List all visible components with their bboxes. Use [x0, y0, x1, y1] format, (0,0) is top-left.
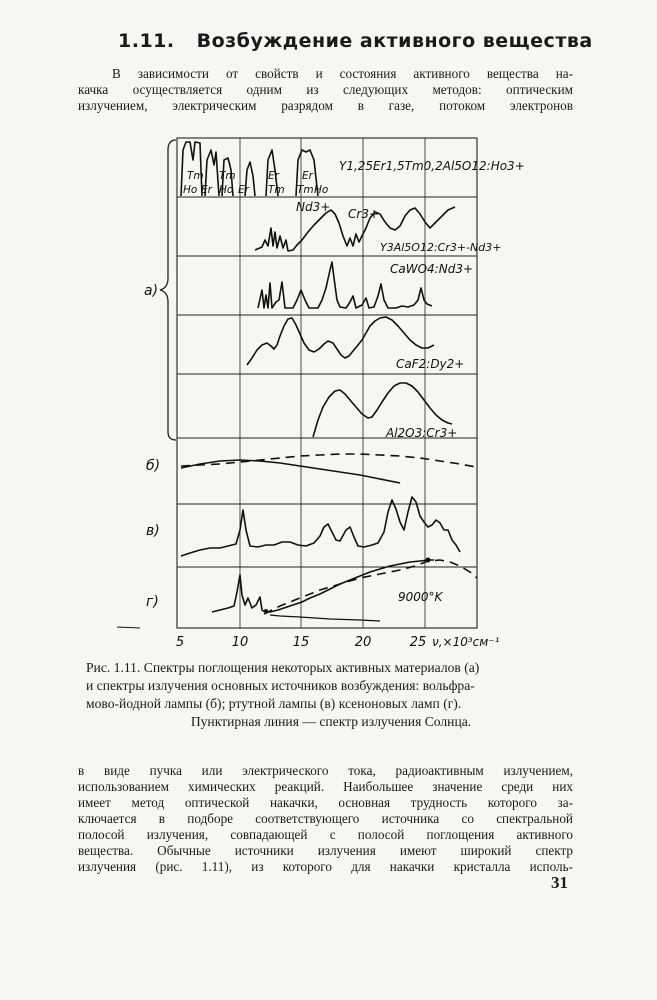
text-line: излучением, электрическим разрядом в газе, потоком электронов	[78, 98, 573, 113]
p5-formula: Al2O3:Cr3+	[386, 426, 458, 440]
caption-line: Рис. 1.11. Спектры поглощения некоторых активных материалов (а)	[86, 660, 480, 675]
p1-peak-label: Tm	[297, 184, 314, 196]
p1-formula: Y1,25Er1,5Tm0,2Al5O12:Ho3+	[339, 159, 525, 173]
p1-peak-label: Er	[302, 170, 313, 182]
group-label-a: а)	[144, 283, 159, 299]
mercury-lamp-curve	[181, 497, 460, 556]
text-line: ключается в подборе соответствующего источника со спектральной	[78, 811, 573, 826]
group-label-b: б)	[146, 458, 161, 474]
solar-dashed-g	[264, 560, 477, 614]
p1-peak-label: Ho	[314, 184, 329, 196]
x-tick-label: 10	[231, 635, 249, 650]
p2-nd-label: Nd3+	[296, 200, 331, 214]
figure-caption	[86, 659, 576, 731]
p4-formula: CaF2:Dy2+	[396, 357, 465, 371]
p1-peak-label: Tm	[268, 184, 285, 196]
group-label-v: в)	[146, 523, 160, 539]
p1-peak-label: Ho	[183, 184, 198, 196]
x-tick-label: 5	[175, 635, 185, 650]
x-tick-label: 15	[292, 635, 310, 650]
xenon-lamp-curve-lower	[270, 615, 380, 621]
p1-peak-label: Tm	[187, 170, 204, 182]
group-label-g: г)	[146, 594, 159, 610]
section-number: 1.11.	[118, 30, 175, 52]
p1-peak-label: Ho	[219, 184, 234, 196]
text-line: в виде пучка или электрического тока, радиоактивным излучением,	[78, 763, 573, 778]
x-tick-label: 25	[409, 635, 427, 650]
bottom-mark	[117, 627, 140, 628]
xenon-lamp-curve	[212, 560, 434, 612]
p1-peak-label: Tm	[219, 170, 236, 182]
caption-line: мово-йодной лампы (б); ртутной лампы (в) ксеноновых ламп (г).	[86, 696, 462, 711]
text-line: полосой излучения, совпадающей с полосой поглощения активного	[78, 827, 573, 842]
text-line: качка осуществляется одним из следующих методов: оптическим	[78, 82, 573, 97]
page-number: 31	[551, 873, 568, 892]
caption-line: Пунктирная линия — спектр излучения Солнца.	[190, 714, 472, 729]
p3-formula: CaWO4:Nd3+	[390, 262, 474, 276]
caption-line: и спектры излучения основных источников возбуждения: вольфра-	[86, 678, 475, 693]
text-line: излучения (рис. 1.11), из которого для накачки кристалла исполь-	[78, 859, 573, 874]
brace-a	[160, 140, 176, 440]
section-title: Возбуждение активного вещества	[196, 30, 593, 52]
text-line: вещества. Обычные источники излучения имеют широкий спектр	[78, 843, 573, 858]
x-axis-unit: ν,×10³см⁻¹	[432, 635, 500, 649]
p2-cr-label: Cr3+	[348, 207, 380, 221]
curve-marker	[264, 609, 268, 613]
curve-marker	[426, 558, 431, 563]
tungsten-lamp-curve	[181, 460, 400, 483]
p1-peak-label: Er	[201, 184, 212, 196]
p1-peak-label: Er	[268, 170, 279, 182]
p1-peak-label: Er	[238, 184, 249, 196]
x-tick-label: 20	[354, 635, 372, 650]
temperature-label: 9000°K	[398, 590, 443, 604]
body-paragraph	[78, 763, 573, 875]
text-line: использованием химических реакций. Наибольшее значение среди них	[78, 779, 573, 794]
text-line: имеет метод оптической накачки, основная трудность которого за-	[78, 795, 573, 810]
p2-formula: Y3Al5O12:Cr3+-Nd3+	[380, 241, 502, 254]
text-line: В зависимости от свойств и состояния активного вещества на-	[112, 66, 573, 81]
